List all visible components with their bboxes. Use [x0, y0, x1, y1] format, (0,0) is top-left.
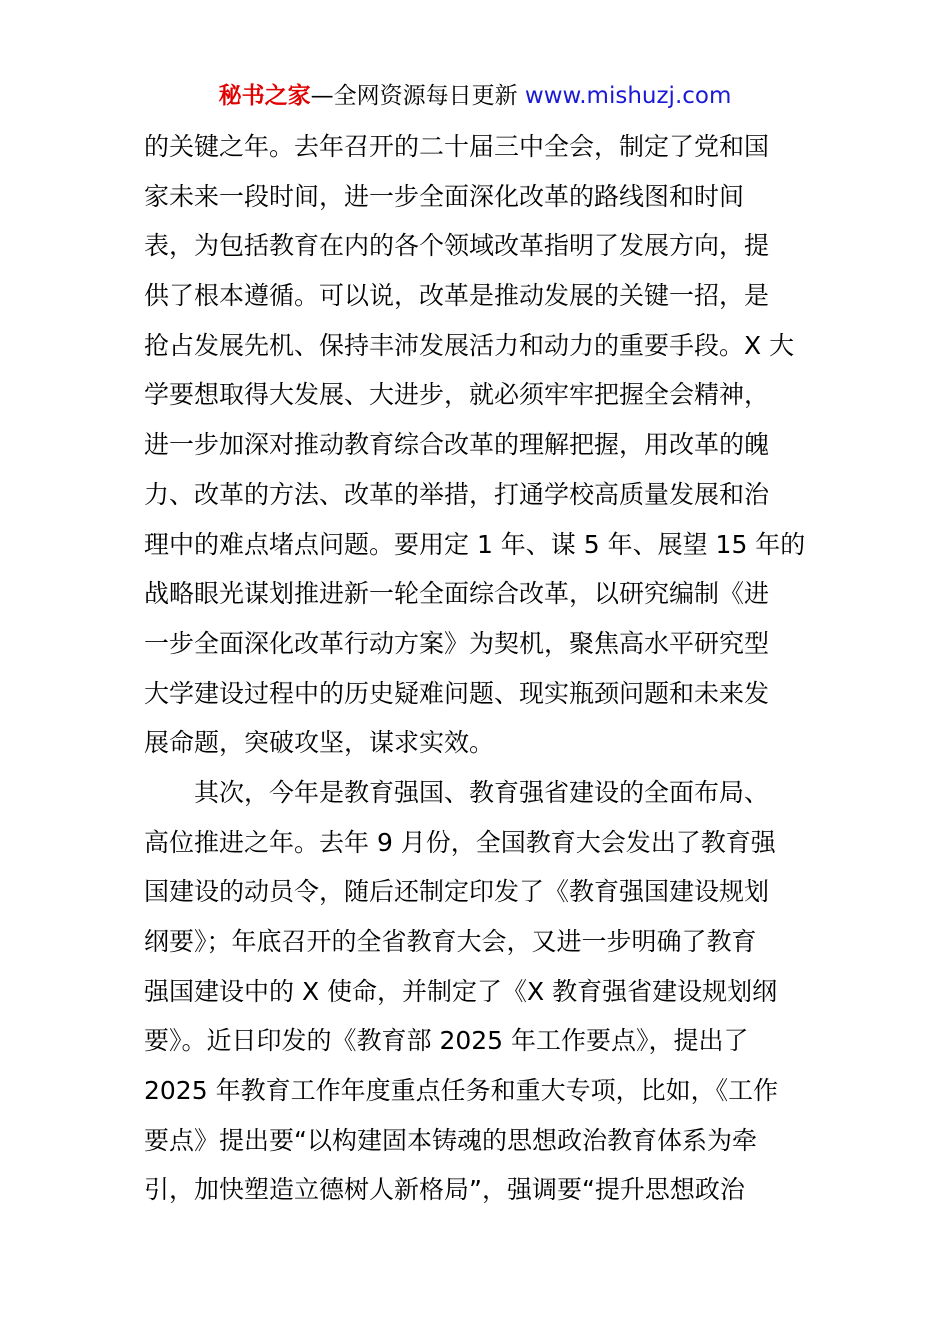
text-line: 理中的难点堵点问题。要用定 1 年、谋 5 年、展望 15 年的: [144, 529, 806, 559]
text-line: 战略眼光谋划推进新一轮全面综合改革，以研究编制《进: [144, 579, 770, 609]
text-line: 高位推进之年。去年 9 月份，全国教育大会发出了教育强: [144, 827, 776, 857]
text-line: 国建设的动员令，随后还制定印发了《教育强国建设规划: [144, 877, 770, 907]
text-line: 抢占发展先机、保持丰沛发展活力和动力的重要手段。X 大: [144, 330, 795, 360]
text-line: 学要想取得大发展、大进步，就必须牢牢把握全会精神，: [144, 380, 770, 410]
site-tagline: —全网资源每日更新: [310, 83, 525, 109]
text-line: 的关键之年。去年召开的二十届三中全会，制定了党和国: [144, 132, 770, 161]
text-line: 引，加快塑造立德树人新格局”，强调要“提升思想政治: [144, 1175, 745, 1205]
document-body: [144, 122, 808, 1215]
text-line: 要》。近日印发的《教育部 2025 年工作要点》，提出了: [144, 1026, 749, 1056]
text-line: 2025 年教育工作年度重点任务和重大专项，比如，《工作: [144, 1076, 779, 1106]
text-line: 展命题，突破攻坚，谋求实效。: [144, 728, 495, 758]
text-line: 供了根本遵循。可以说，改革是推动发展的关键一招，是: [144, 281, 770, 311]
site-url-link[interactable]: www.mishuzj.com: [524, 83, 732, 109]
text-line: 纲要》；年底召开的全省教育大会，又进一步明确了教育: [144, 927, 757, 956]
paragraph-first-line: 其次，今年是教育强国、教育强省建设的全面布局、: [194, 777, 770, 807]
text-line: 要点》提出要“以构建固本铸魂的思想政治教育体系为牵: [144, 1125, 757, 1155]
site-brand: 秘书之家: [218, 83, 311, 109]
text-line: 表，为包括教育在内的各个领域改革指明了发展方向，提: [144, 231, 770, 261]
text-line: 大学建设过程中的历史疑难问题、现实瓶颈问题和未来发: [144, 678, 770, 708]
text-line: 家未来一段时间，进一步全面深化改革的路线图和时间: [144, 181, 745, 211]
text-line: 强国建设中的 X 使命，并制定了《X 教育强省建设规划纲: [144, 976, 778, 1006]
site-header: [0, 80, 950, 112]
text-line: 一步全面深化改革行动方案》为契机，聚焦高水平研究型: [144, 628, 770, 658]
text-line: 力、改革的方法、改革的举措，打通学校高质量发展和治: [144, 479, 770, 509]
text-line: 进一步加深对推动教育综合改革的理解把握，用改革的魄: [144, 430, 770, 460]
